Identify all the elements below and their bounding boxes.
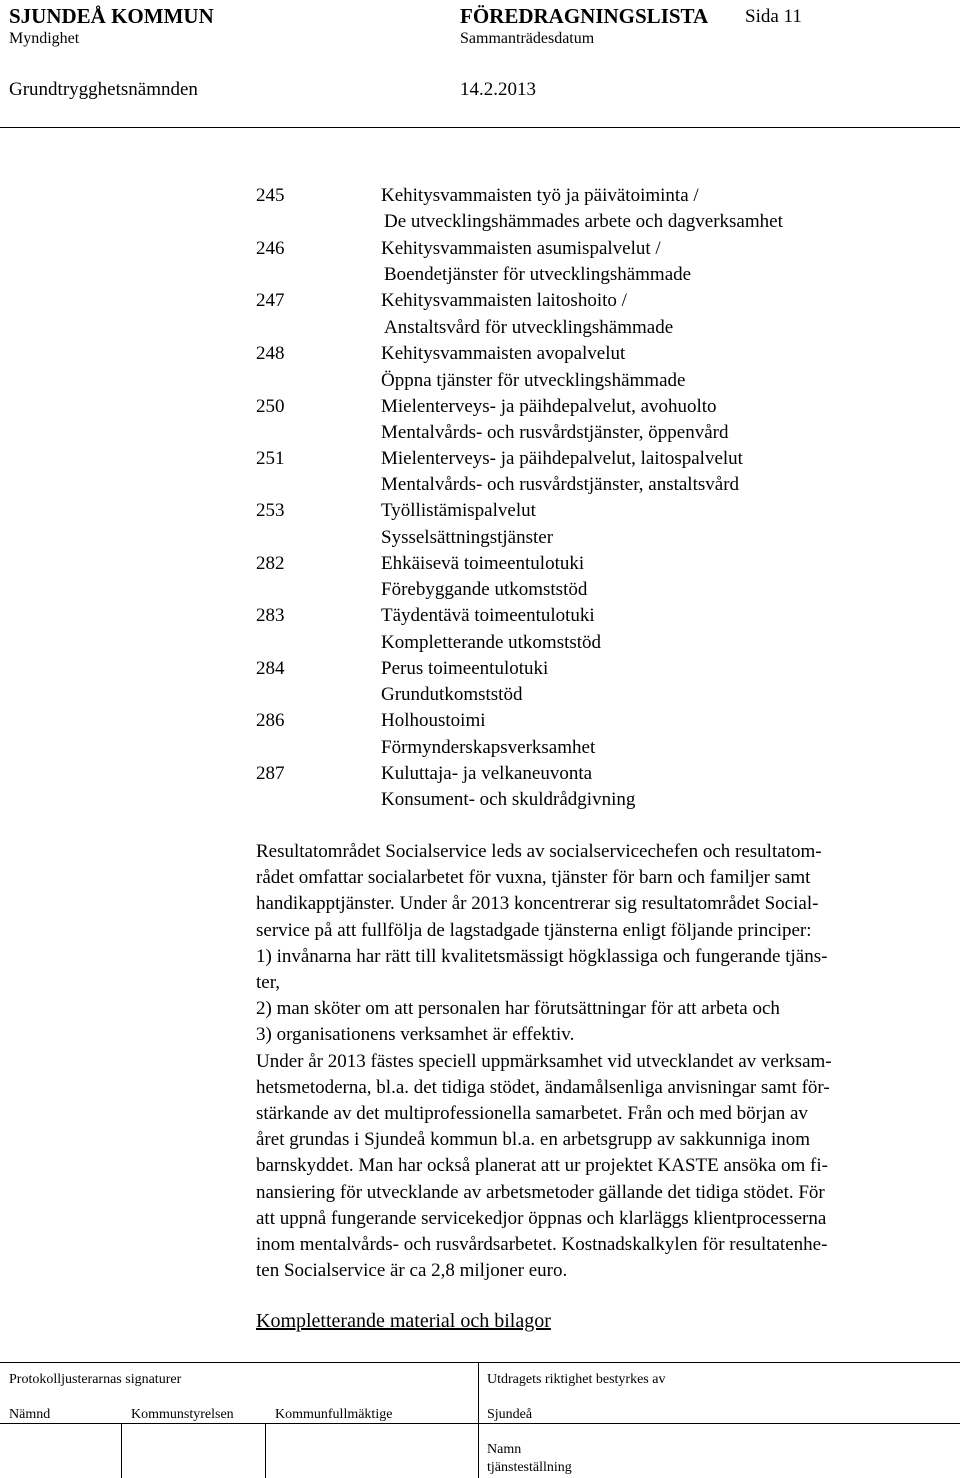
item-finnish-name: Ehkäisevä toimeentulotuki bbox=[381, 553, 585, 574]
meeting-date-label: Sammanträdesdatum bbox=[460, 30, 595, 47]
col-kommunstyrelsen: Kommunstyrelsen bbox=[131, 1407, 234, 1422]
item-code: 253 bbox=[256, 500, 285, 521]
item-swedish-name: Grundutkomststöd bbox=[381, 684, 523, 705]
header-divider bbox=[0, 127, 960, 128]
item-code: 245 bbox=[256, 185, 285, 206]
body-line: hetsmetoderna, bl.a. det tidiga stödet, ändamålsenliga anvisningar samt för- bbox=[256, 1076, 830, 1098]
item-code: 248 bbox=[256, 343, 285, 364]
body-line: året grundas i Sjundeå kommun bl.a. en arbetsgrupp av sakkunniga inom bbox=[256, 1129, 811, 1151]
item-finnish-name: Perus toimeentulotuki bbox=[381, 658, 549, 679]
body-line: 3) organisationens verksamhet är effektiv. bbox=[256, 1024, 575, 1046]
body-text bbox=[256, 839, 946, 1284]
signature-footer bbox=[0, 1362, 960, 1478]
name-label: Namn bbox=[487, 1442, 522, 1457]
item-finnish-name: Kehitysvammaisten avopalvelut bbox=[381, 343, 626, 364]
item-code: 247 bbox=[256, 290, 285, 311]
document-type: FÖREDRAGNINGSLISTA bbox=[460, 4, 709, 28]
body-line: ter, bbox=[256, 972, 281, 994]
body-line: handikapptjänster. Under år 2013 koncentrerar sig resultatområdet Social- bbox=[256, 893, 819, 915]
body-line: ten Socialservice är ca 2,8 miljoner euro. bbox=[256, 1260, 568, 1282]
item-code: 286 bbox=[256, 710, 285, 731]
body-line: Resultatområdet Socialservice leds av socialservicechefen och resultatom- bbox=[256, 841, 822, 862]
item-code: 282 bbox=[256, 553, 285, 574]
item-finnish-name: Holhoustoimi bbox=[381, 710, 486, 731]
item-finnish-name: Kehitysvammaisten asumispalvelut / bbox=[381, 238, 661, 259]
body-line: rådet omfattar socialarbetet för vuxna, tjänster för barn och familjer samt bbox=[256, 867, 811, 889]
body-line: stärkande av det multiprofessionella samarbetet. Från och med början av bbox=[256, 1103, 808, 1125]
item-code: 246 bbox=[256, 238, 285, 259]
col-namnd: Nämnd bbox=[9, 1407, 51, 1422]
body-line: nansiering för utvecklande av arbetsmetoder gällande det tidiga stödet. För bbox=[256, 1181, 825, 1203]
footer-top-border bbox=[0, 1362, 960, 1363]
item-finnish-name: Mielenterveys- ja päihdepalvelut, avohuolto bbox=[381, 396, 717, 417]
item-finnish-name: Kuluttaja- ja velkaneuvonta bbox=[381, 763, 593, 784]
body-line: service på att fullfölja de lagstadgade tjänsterna enligt följande principer: bbox=[256, 919, 812, 941]
col-kommunfullmaktige: Kommunfullmäktige bbox=[275, 1407, 393, 1422]
footer-row-divider bbox=[0, 1423, 960, 1424]
item-finnish-name: Kehitysvammaisten työ ja päivätoiminta / bbox=[381, 185, 699, 206]
authority-name: Grundtrygghetsnämnden bbox=[9, 79, 198, 100]
item-code: 283 bbox=[256, 605, 285, 626]
section-heading-attachments: Kompletterande material och bilagor bbox=[256, 1310, 551, 1332]
item-swedish-name: Mentalvårds- och rusvårdstjänster, öppenvård bbox=[381, 422, 729, 443]
item-code: 251 bbox=[256, 448, 285, 469]
item-finnish-name: Työllistämispalvelut bbox=[381, 500, 536, 521]
item-swedish-name: Sysselsättningstjänster bbox=[381, 527, 554, 548]
item-swedish-name: Öppna tjänster för utvecklingshämmade bbox=[381, 370, 686, 391]
body-line: att uppnå fungerande servicekedjor öppnas och klarläggs klientprocesserna bbox=[256, 1207, 827, 1229]
footer-col-divider bbox=[121, 1423, 122, 1478]
item-swedish-name: Konsument- och skuldrådgivning bbox=[381, 789, 636, 810]
body-line: Under år 2013 fästes speciell uppmärksamhet vid utvecklandet av verksam- bbox=[256, 1050, 832, 1072]
item-finnish-name: Täydentävä toimeentulotuki bbox=[381, 605, 595, 626]
signatures-label: Protokolljusterarnas signaturer bbox=[9, 1372, 182, 1387]
item-finnish-name: Kehitysvammaisten laitoshoito / bbox=[381, 290, 627, 311]
body-line: 1) invånarna har rätt till kvalitetsmässigt högklassiga och fungerande tjäns- bbox=[256, 945, 828, 967]
item-swedish-name: Anstaltsvård för utvecklingshämmade bbox=[384, 317, 674, 338]
body-line: barnskyddet. Man har också planerat att ur projektet KASTE ansöka om fi- bbox=[256, 1155, 828, 1177]
meeting-date: 14.2.2013 bbox=[460, 79, 536, 100]
item-code: 284 bbox=[256, 658, 285, 679]
certified-label: Utdragets riktighet bestyrkes av bbox=[487, 1372, 666, 1387]
place-label: Sjundeå bbox=[487, 1407, 533, 1422]
item-swedish-name: Förmynderskapsverksamhet bbox=[381, 737, 596, 758]
body-line: 2) man sköter om att personalen har förutsättningar för att arbeta och bbox=[256, 998, 780, 1020]
authority-label: Myndighet bbox=[9, 30, 80, 47]
item-code: 250 bbox=[256, 396, 285, 417]
item-swedish-name: Förebyggande utkomststöd bbox=[381, 579, 588, 600]
item-swedish-name: Kompletterande utkomststöd bbox=[381, 632, 602, 653]
footer-col-divider bbox=[265, 1423, 266, 1478]
page-number: Sida 11 bbox=[745, 6, 802, 27]
org-name: SJUNDEÅ KOMMUN bbox=[9, 4, 214, 28]
item-swedish-name: De utvecklingshämmades arbete och dagverksamhet bbox=[384, 211, 783, 232]
body-line: inom mentalvårds- och rusvårdsarbetet. Kostnadskalkylen för resultatenhe- bbox=[256, 1234, 828, 1256]
footer-center-divider bbox=[478, 1362, 479, 1478]
item-swedish-name: Boendetjänster för utvecklingshämmade bbox=[384, 264, 692, 285]
item-code: 287 bbox=[256, 763, 285, 784]
item-finnish-name: Mielenterveys- ja päihdepalvelut, laitospalvelut bbox=[381, 448, 743, 469]
position-label: tjänsteställning bbox=[487, 1460, 572, 1475]
item-swedish-name: Mentalvårds- och rusvårdstjänster, anstaltsvård bbox=[381, 474, 740, 495]
